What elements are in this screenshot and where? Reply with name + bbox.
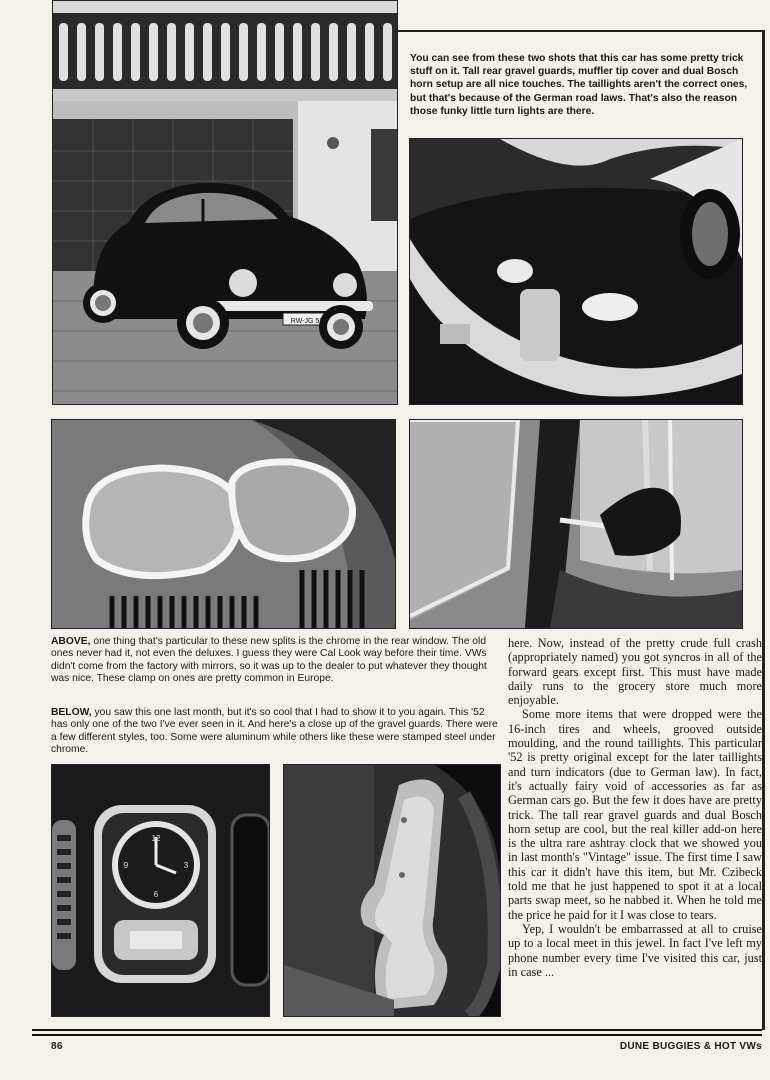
caption-above [51,636,501,686]
frame-top-rule [398,30,764,32]
article-paragraph-3: Yep, I wouldn't be embarrassed at all to cruise up to a local meet in this jewel. In fact I've left my phone number every time I've visited this car, just in case ... [508,921,762,979]
photo-gravel-guard [283,764,501,1017]
clock-numeral-6: 6 [153,890,159,899]
article-column [508,636,762,979]
caption-below [51,707,501,757]
clock-numeral-9: 9 [123,861,129,870]
caption-top-right: You can see from these two shots that this car has some pretty trick stuff on it. Tall rear gravel guards, muffler tip cover and dual Bosch horn setup are all nice touches. The taillights aren't the correct ones, but that's because of the German road laws. That's also the reason those funky little turn lights are there. [410,53,748,117]
photo-beetle-house [52,0,398,405]
magazine-name: DUNE BUGGIES & HOT VWs [619,1041,762,1052]
photo-rear-bumper [409,138,743,405]
clock-numeral-12: 12 [151,834,161,843]
clock-numeral-3: 3 [183,861,189,870]
frame-right-rule [762,30,765,1030]
footer-rule-1 [32,1029,762,1031]
caption-below-lead: BELOW, [51,707,92,718]
caption-above-text: one thing that's particular to these new splits is the chrome in the rear window. The old ones never had it, not even the deluxes. I guess they were Cal Look way before their time. VWs didn't come from the factory with mirrors, so it was up to the dealer to put whatever they thought was nice. These clamp on ones are pretty common in Europe. [51,636,487,685]
article-paragraph-1: here. Now, instead of the pretty crude full crash (appropriately named) you got syncros in all of the forward gears except first. This must have made daily runs to the grocery store much more enjoyable. [508,636,762,708]
caption-above-lead: ABOVE, [51,636,91,647]
caption-below-text: you saw this one last month, but it's so cool that I had to show it to you again. This '52 has only one of the two I've ever seen in it. And here's a close up of the gravel guards. There were a few different styles, too. Some were aluminum while others like these were stamped steel under chrome. [51,707,498,756]
photo-split-rear-window [51,419,396,629]
article-paragraph-2: Some more items that were dropped were the 16-inch tires and wheels, grooved outside moulding, and the round taillights. This particular '52 is pretty original except for the later taillights and turn indicators (due to German law). In fact, it's actually fairy void of accessories as far as German cars go. But the few it does have are pretty trick. The tall rear gravel guards and dual Bosch horn setup are cool, but the real killer add-on here is the ultra rare ashtray clock that we showed you in last month's "Vintage" issue. The first time I saw this car it didn't have this item, but Mr. Czibeck told me that he just happened to spot it at a local parts swap meet, so he nabbed it. When he told me the price he paid for it I was close to tears. [508,707,762,922]
photo-ashtray-clock [51,764,270,1017]
page-number: 86 [51,1041,63,1052]
footer-rule-2 [32,1034,762,1036]
license-plate-text: RW-JG 52 [290,318,324,325]
photo-clamp-mirror [409,419,743,629]
